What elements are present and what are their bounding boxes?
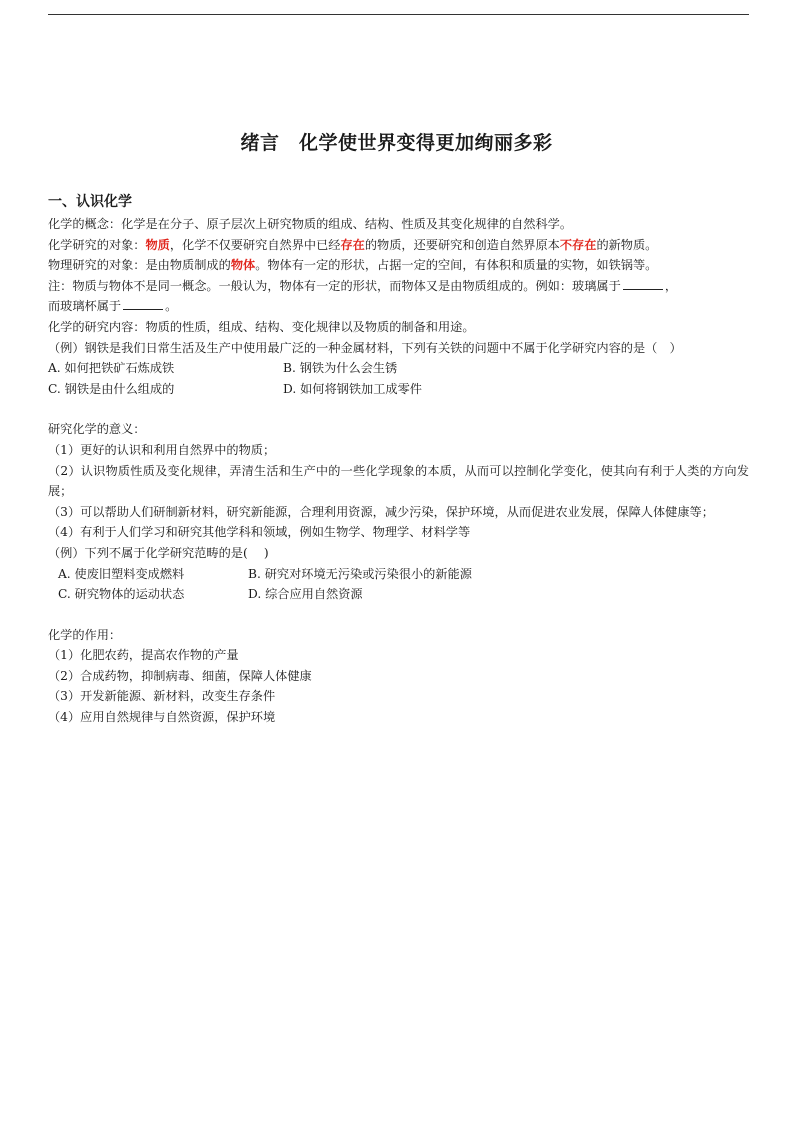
example-question: （例）下列不属于化学研究范畴的是( ) [48, 545, 269, 560]
text-run: 物理研究的对象：是由物质制成的 [48, 258, 231, 273]
highlight-term: 物体 [230, 258, 256, 273]
significance-heading: 研究化学的意义： [48, 422, 146, 437]
example-question: （例）钢铁是我们日常生活及生产中使用最广泛的一种金属材料，下列有关铁的问题中不属于化学研究内容的是（ ） [48, 340, 682, 355]
research-content: 化学的研究内容：物质的性质，组成、结构、变化规律以及物质的制备和用途。 [48, 319, 475, 334]
option-d[interactable]: D. 如何将钢铁加工成零件 [283, 381, 422, 396]
option-row [48, 564, 749, 585]
roles-item: （4）应用自然规律与自然资源，保护环境 [48, 710, 276, 725]
roles-item: （1）化肥农药，提高农作物的产量 [48, 648, 239, 663]
significance-item: （1）更好的认识和利用自然界中的物质； [48, 442, 276, 457]
text-run: ， [664, 278, 677, 293]
option-c[interactable]: C. 研究物体的运动状态 [58, 587, 185, 602]
option-b[interactable]: B. 研究对环境无污染或污染很小的新能源 [248, 566, 472, 581]
significance-item: （4）有利于人们学习和研究其他学科和领域，例如生物学、物理学、材料学等 [48, 525, 471, 540]
significance-item: （2）认识物质性质及变化规律，弄清生活和生产中的一些化学现象的本质，从而可以控制化学变化，使其向有利于人类的方向发展； [48, 463, 749, 499]
fill-blank[interactable] [123, 296, 163, 310]
option-d[interactable]: D. 综合应用自然资源 [248, 587, 363, 602]
document-body [48, 192, 749, 728]
header-rule [48, 14, 749, 15]
physics-object [48, 255, 749, 276]
roles-item: （2）合成药物，抑制病毒、细菌，保障人体健康 [48, 668, 312, 683]
roles-item: （3）开发新能源、新材料，改变生存条件 [48, 689, 276, 704]
option-a[interactable]: A. 使废旧塑料变成燃料 [58, 566, 185, 581]
highlight-term: 物质 [145, 237, 170, 252]
option-row [48, 358, 749, 379]
section-heading: 一、认识化学 [48, 194, 132, 210]
note-paragraph [48, 276, 749, 317]
chemistry-object [48, 235, 749, 256]
text-run: 而玻璃杯属于 [48, 299, 122, 314]
fill-blank[interactable] [623, 276, 663, 290]
highlight-term: 存在 [340, 237, 365, 252]
option-row [48, 379, 749, 400]
text-run: ，化学不仅要研究自然界中已经 [169, 237, 341, 252]
text-run: 的物质，还要研究和创造自然界原本 [364, 237, 560, 252]
option-a[interactable]: A. 如何把铁矿石炼成铁 [48, 361, 175, 376]
chemistry-concept: 化学的概念：化学是在分子、原子层次上研究物质的组成、结构、性质及其变化规律的自然科学。 [48, 217, 573, 231]
text-run: 化学研究的对象： [48, 237, 146, 252]
option-row [48, 584, 749, 605]
roles-heading: 化学的作用： [48, 627, 122, 642]
text-run: 的新物质。 [596, 237, 658, 252]
significance-item: （3）可以帮助人们研制新材料，研究新能源，合理利用资源，减少污染，保护环境，从而促进农业发展，保障人体健康等； [48, 504, 714, 519]
text-run: 。 [165, 299, 178, 314]
page-title: 绪言 化学使世界变得更加绚丽多彩 [240, 132, 553, 154]
text-run: 。物体有一定的形状，占据一定的空间，有体积和质量的实物，如铁锅等。 [255, 258, 658, 273]
option-c[interactable]: C. 钢铁是由什么组成的 [48, 381, 175, 396]
highlight-term: 不存在 [559, 237, 597, 252]
option-b[interactable]: B. 钢铁为什么会生锈 [283, 361, 398, 376]
text-run: 注：物质与物体不是同一概念。一般认为，物体有一定的形状，而物体又是由物质组成的。例如：玻璃属于 [48, 278, 621, 293]
